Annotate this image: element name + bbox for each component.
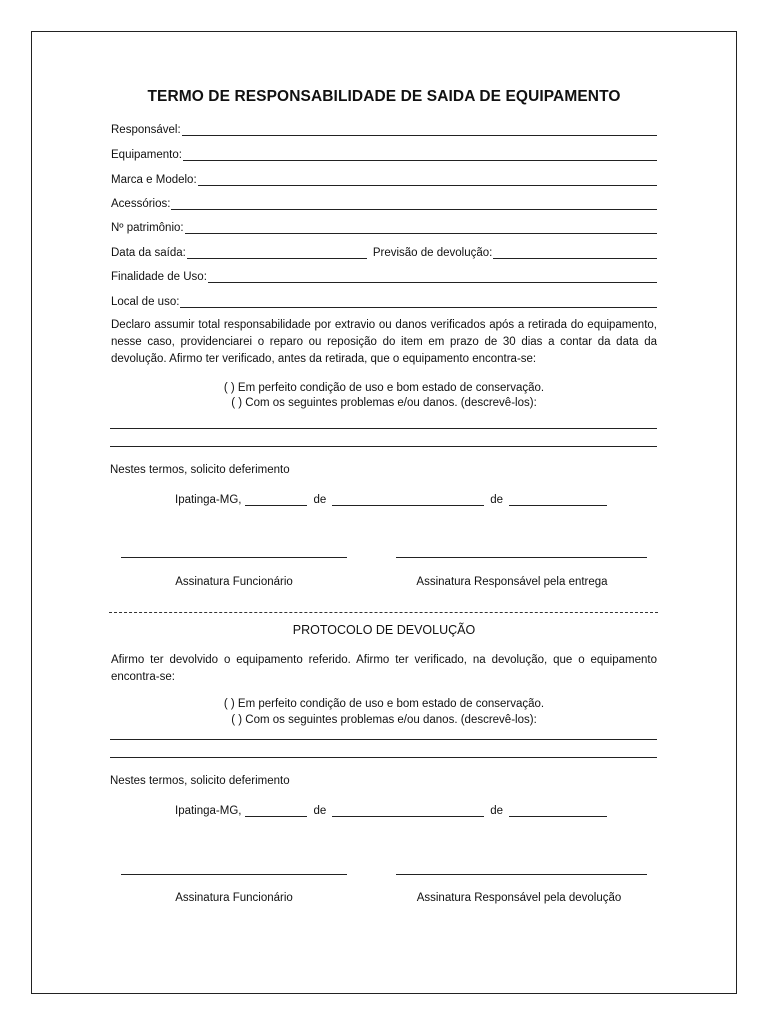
signature-line-funcionario[interactable]: [121, 557, 347, 558]
description-line[interactable]: [110, 446, 657, 447]
fill-line[interactable]: [171, 198, 657, 210]
signature-label-funcionario-return: Assinatura Funcionário: [175, 892, 293, 904]
year-blank[interactable]: [509, 494, 607, 506]
field-marca-modelo[interactable]: [111, 170, 657, 186]
field-label: Finalidade de Uso:: [111, 271, 207, 283]
field-label: Acessórios:: [111, 198, 171, 210]
request-text: Nestes termos, solicito deferimento: [110, 464, 290, 476]
date-line-return[interactable]: [175, 805, 607, 817]
fill-line-previsao[interactable]: [493, 247, 657, 259]
field-label: Responsável:: [111, 124, 181, 136]
de-label: de: [490, 494, 504, 506]
de-label: de: [313, 494, 327, 506]
fill-line[interactable]: [208, 271, 657, 283]
date-line[interactable]: [175, 494, 607, 506]
fill-line-data-saida[interactable]: [187, 247, 367, 259]
field-label: Nº patrimônio:: [111, 222, 184, 234]
fill-line[interactable]: [198, 174, 657, 186]
signature-label-entrega: Assinatura Responsável pela entrega: [416, 576, 608, 588]
de-label: de: [490, 805, 504, 817]
field-responsavel[interactable]: [111, 120, 657, 136]
field-local-uso[interactable]: [111, 292, 657, 308]
option-perfect-condition-return[interactable]: ( ) Em perfeito condição de uso e bom estado de conservação.: [223, 698, 545, 710]
field-acessorios[interactable]: [111, 194, 657, 210]
document-title: TERMO DE RESPONSABILIDADE DE SAIDA DE EQUIPAMENTO: [147, 88, 621, 105]
cut-line: [109, 612, 658, 613]
field-patrimonio[interactable]: [111, 218, 657, 234]
field-finalidade-uso[interactable]: [111, 267, 657, 283]
fill-line[interactable]: [183, 149, 657, 161]
option-with-problems[interactable]: ( ) Com os seguintes problemas e/ou danos. (descrevê-los):: [231, 397, 537, 409]
declaration-text: Declaro assumir total responsabilidade por extravio ou danos verificados após a retirada do equipamento, nesse caso, providenciarei o reparo ou reposição do item em prazo de 30 dias a contar da data da devolução. Afirmo ter verificado, antes da retirada, que o equipamento encontra-se:: [111, 319, 657, 365]
description-line[interactable]: [110, 428, 657, 429]
field-label: Equipamento:: [111, 149, 182, 161]
description-line[interactable]: [110, 739, 657, 740]
signature-label-funcionario: Assinatura Funcionário: [175, 576, 293, 588]
option-perfect-condition[interactable]: ( ) Em perfeito condição de uso e bom estado de conservação.: [223, 382, 545, 394]
description-line[interactable]: [110, 757, 657, 758]
month-blank[interactable]: [332, 805, 484, 817]
option-with-problems-return[interactable]: ( ) Com os seguintes problemas e/ou danos. (descrevê-los):: [231, 714, 537, 726]
year-blank[interactable]: [509, 805, 607, 817]
field-data-saida-previsao[interactable]: [111, 243, 657, 259]
signature-line-entrega[interactable]: [396, 557, 647, 558]
signature-line-devolucao[interactable]: [396, 874, 647, 875]
signature-label-devolucao: Assinatura Responsável pela devolução: [416, 892, 622, 904]
field-label: Local de uso:: [111, 296, 180, 308]
field-label-previsao: Previsão de devolução:: [372, 247, 493, 259]
field-label-data-saida: Data da saída:: [111, 247, 186, 259]
city-label: Ipatinga-MG,: [175, 805, 242, 817]
de-label: de: [313, 805, 327, 817]
day-blank[interactable]: [245, 494, 307, 506]
protocol-text: Afirmo ter devolvido o equipamento referido. Afirmo ter verificado, na devolução, que o equipamento encontra-se:: [111, 654, 657, 683]
fill-line[interactable]: [180, 296, 657, 308]
city-label: Ipatinga-MG,: [175, 494, 242, 506]
fill-line[interactable]: [182, 124, 657, 136]
month-blank[interactable]: [332, 494, 484, 506]
signature-line-funcionario-return[interactable]: [121, 874, 347, 875]
field-equipamento[interactable]: [111, 145, 657, 161]
fill-line[interactable]: [185, 222, 657, 234]
field-label: Marca e Modelo:: [111, 174, 197, 186]
request-text-return: Nestes termos, solicito deferimento: [110, 775, 290, 787]
day-blank[interactable]: [245, 805, 307, 817]
protocol-title: PROTOCOLO DE DEVOLUÇÃO: [292, 623, 476, 637]
